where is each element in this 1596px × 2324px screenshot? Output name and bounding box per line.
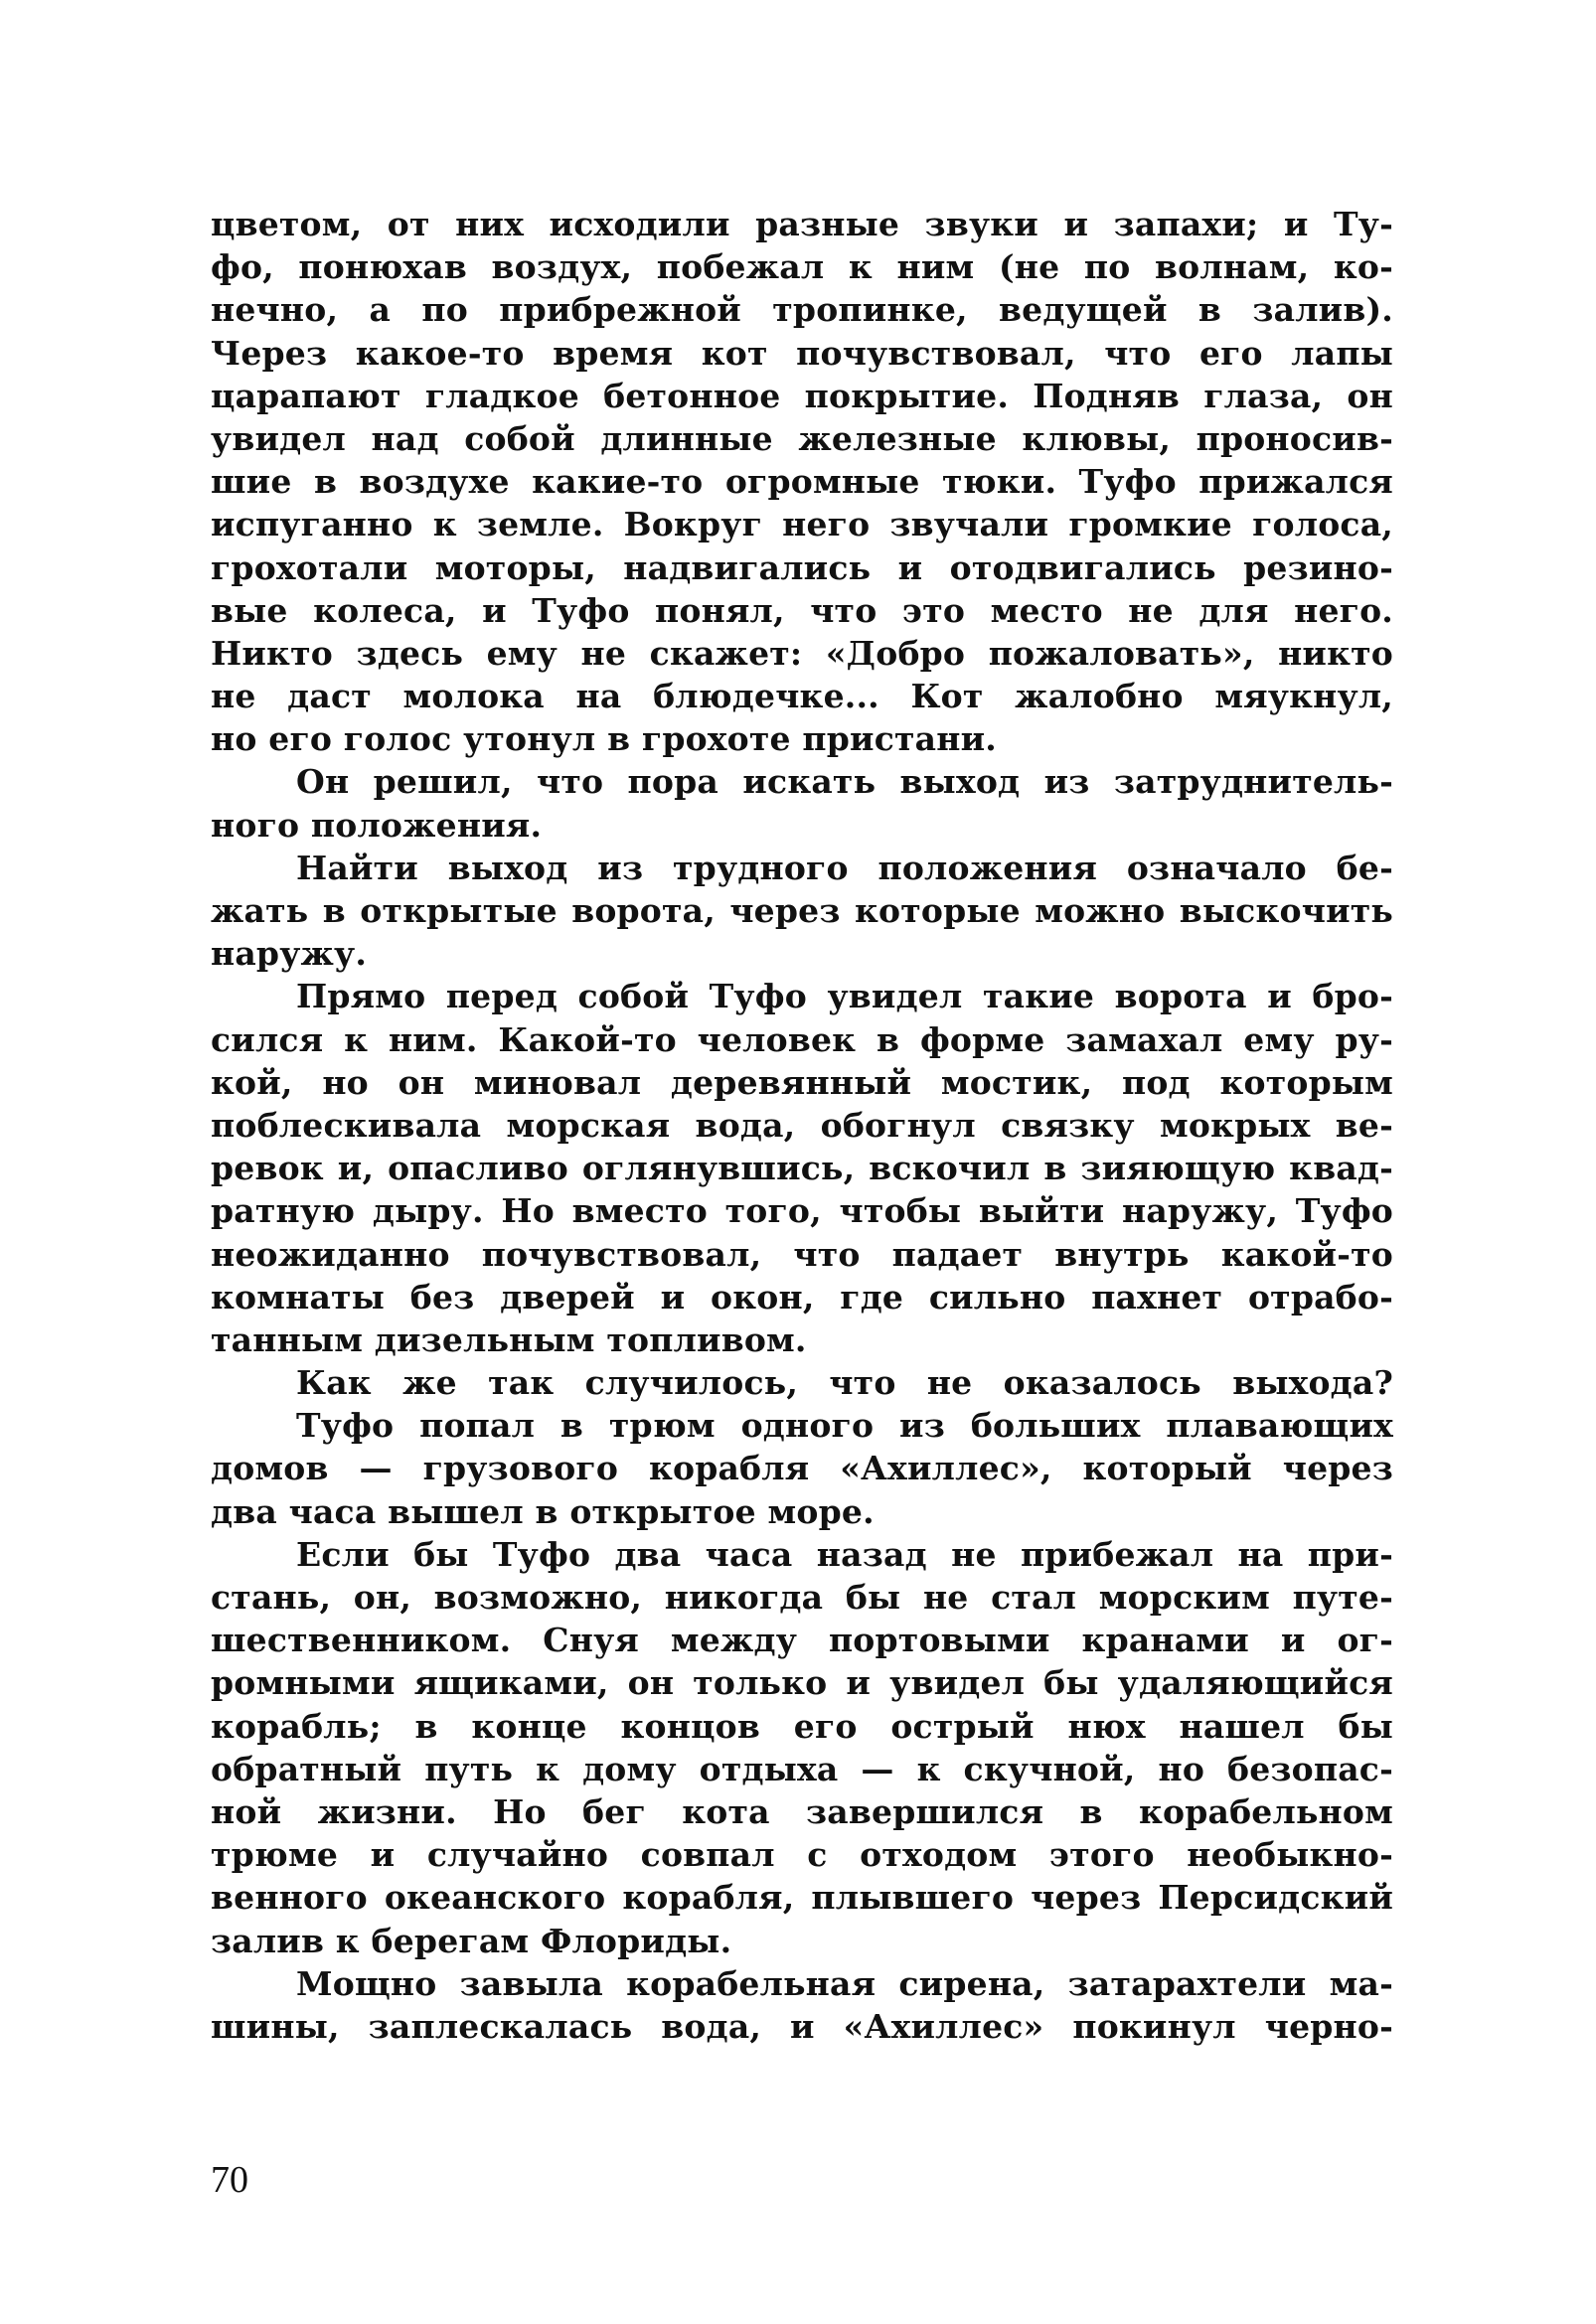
text-line: Через какое-то время кот почувствовал, что его лапы (211, 333, 1393, 373)
text-line: ной жизни. Но бег кота завершился в корабельном (211, 1791, 1393, 1831)
text-line: ревок и, опасливо оглянувшись, вскочил в зияющую квад- (211, 1149, 1393, 1188)
text-line: ратную дыру. Но вместо того, чтобы выйти наружу, Туфо (211, 1191, 1393, 1231)
text-line: комнаты без дверей и окон, где сильно пахнет отрабо- (211, 1277, 1393, 1317)
text-line: грохотали моторы, надвигались и отодвигались резино- (211, 547, 1393, 587)
text-line: венного океанского корабля, плывшего через Персидский (211, 1878, 1393, 1918)
text-line: но его голос утонул в грохоте пристани. (211, 719, 997, 759)
text-line: испуганно к земле. Вокруг него звучали громкие голоса, (211, 505, 1393, 544)
text-line: кой, но он миновал деревянный мостик, под которым (211, 1062, 1393, 1102)
text-line: наружу. (211, 934, 368, 974)
text-line: царапают гладкое бетонное покрытие. Подняв глаза, он (211, 376, 1393, 415)
text-line: сился к ним. Какой-то человек в форме замахал ему ру- (211, 1019, 1393, 1059)
text-line: неожиданно почувствовал, что падает внутрь какой-то (211, 1234, 1393, 1274)
text-line: ромными ящиками, он только и увидел бы удаляющийся (211, 1663, 1393, 1703)
text-line: вые колеса, и Туфо понял, что это место не для него. (211, 590, 1393, 630)
text-line: нечно, а по прибрежной тропинке, ведущей в залив). (211, 290, 1393, 330)
text-line: Если бы Туфо два часа назад не прибежал на при- (296, 1534, 1393, 1574)
text-line: корабль; в конце концов его острый нюх нашел бы (211, 1706, 1393, 1746)
text-line: трюме и случайно совпал с отходом этого необыкно- (211, 1835, 1393, 1875)
text-line: увидел над собой длинные железные клювы, проносив- (211, 418, 1393, 458)
text-line: танным дизельным топливом. (211, 1319, 807, 1359)
text-line: шие в воздухе какие-то огромные тюки. Туфо прижался (211, 462, 1393, 502)
text-line: Никто здесь ему не скажет: «Добро пожаловать», никто (211, 633, 1393, 673)
text-line: шины, заплескалась вода, и «Ахиллес» покинул черно- (211, 2006, 1393, 2046)
text-line: шественником. Снуя между портовыми кранами и ог- (211, 1621, 1393, 1660)
text-line: обратный путь к дому отдыха — к скучной, но безопас- (211, 1749, 1393, 1788)
text-line: фо, понюхав воздух, побежал к ним (не по волнам, ко- (211, 247, 1393, 287)
text-line: цветом, от них исходили разные звуки и запахи; и Ту- (211, 205, 1393, 243)
page-number: 70 (211, 2159, 248, 2201)
text-line: Мощно завыла корабельная сирена, затарахтели ма- (296, 1963, 1393, 2003)
text-line: поблескивала морская вода, обогнул связку мокрых ве- (211, 1105, 1393, 1145)
text-line: Как же так случилось, что не оказалось выхода? (296, 1363, 1393, 1403)
text-line: Он решил, что пора искать выход из затруднитель- (296, 762, 1393, 802)
text-line: Найти выход из трудного положения означало бе- (296, 848, 1393, 887)
text-line: домов — грузового корабля «Ахиллес», который через (211, 1449, 1393, 1488)
text-line: Прямо перед собой Туфо увидел такие ворота и бро- (296, 977, 1393, 1016)
text-line: залив к берегам Флориды. (211, 1921, 732, 1960)
text-line: не даст молока на блюдечке... Кот жалобно мяукнул, (211, 677, 1393, 716)
text-line: два часа вышел в открытое море. (211, 1491, 875, 1531)
text-line: Туфо попал в трюм одного из больших плавающих (296, 1406, 1393, 1446)
text-line: ного положения. (211, 805, 543, 845)
text-line: стань, он, возможно, никогда бы не стал морским путе- (211, 1578, 1393, 1617)
body-text (211, 203, 1393, 2048)
text-line: жать в открытые ворота, через которые можно выскочить (211, 891, 1393, 930)
